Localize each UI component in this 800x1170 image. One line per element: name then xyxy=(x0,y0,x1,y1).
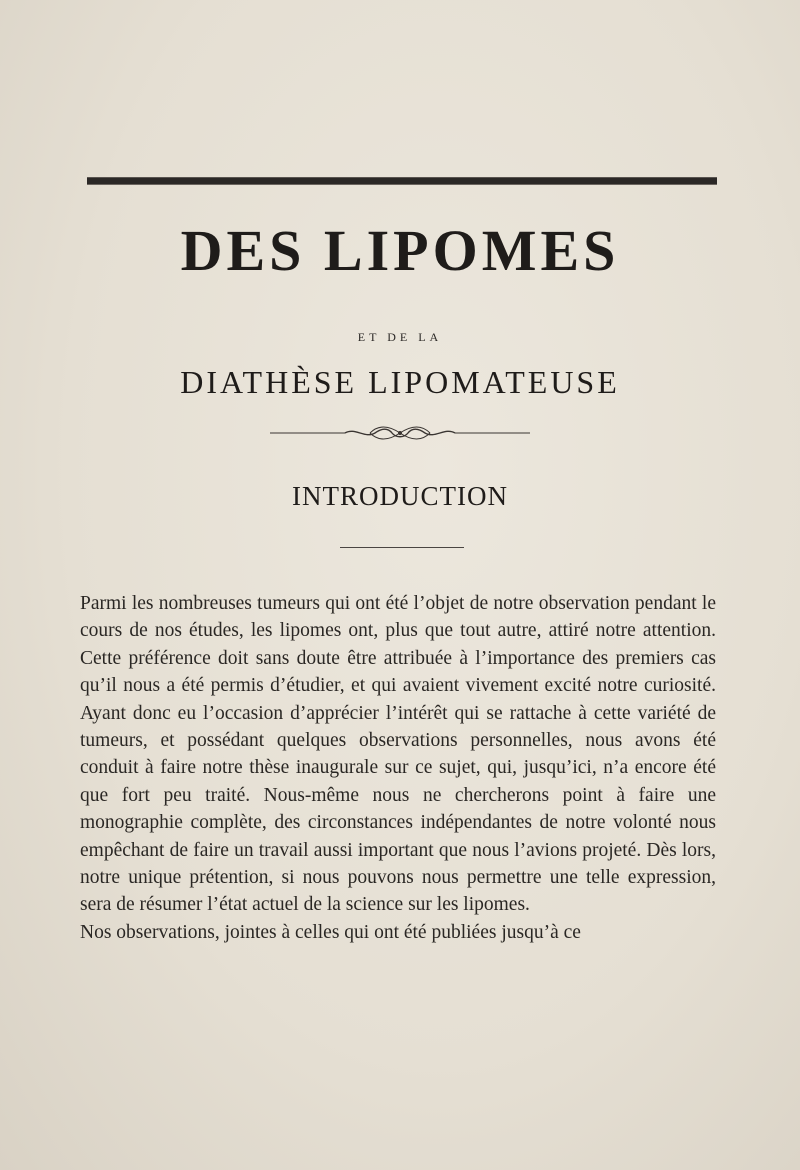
paragraph: Nos observations, jointes à celles qui ont été publiées jusqu’à ce xyxy=(80,921,581,943)
book-title: DES LIPOMES xyxy=(180,218,620,283)
book-subtitle: DIATHÈSE LIPOMATEUSE xyxy=(180,364,620,400)
paragraph: Parmi les nombreuses tumeurs qui ont été l’objet de notre observation pendant le cours de nos études, les lipomes ont, plus que tout autre, attiré notre attention. Cette préférence doit sans doute être attribuée à l’importance des premiers cas qu’il nous a été permis d’étudier, et qui avaient vivement excité notre curiosité. Ayant donc eu l’occasion d’apprécier l’intérêt qui se rattache à cette variété de tumeurs, et possédant quelques observations personnelles, nous avons été conduit à faire notre thèse inaugurale sur ce sujet, qui, jusqu’ici, n’a encore été que fort peu traité. Nous-même nous ne chercherons point à faire une monographie complète, des circonstances indépendantes de notre volonté nous empêchant de faire un travail aussi important que nous l’avions projeté. Dès lors, notre unique prétention, si nous pouvons nous permettre une telle expression, sera de résumer l’état actuel de la science sur les lipomes. xyxy=(80,593,716,916)
subtitle-connector: ET DE LA xyxy=(357,330,443,344)
body-text xyxy=(80,590,716,946)
top-rule xyxy=(87,177,717,185)
section-heading: INTRODUCTION xyxy=(292,481,508,511)
ornament-divider xyxy=(270,425,530,441)
heading-rule xyxy=(340,547,464,548)
